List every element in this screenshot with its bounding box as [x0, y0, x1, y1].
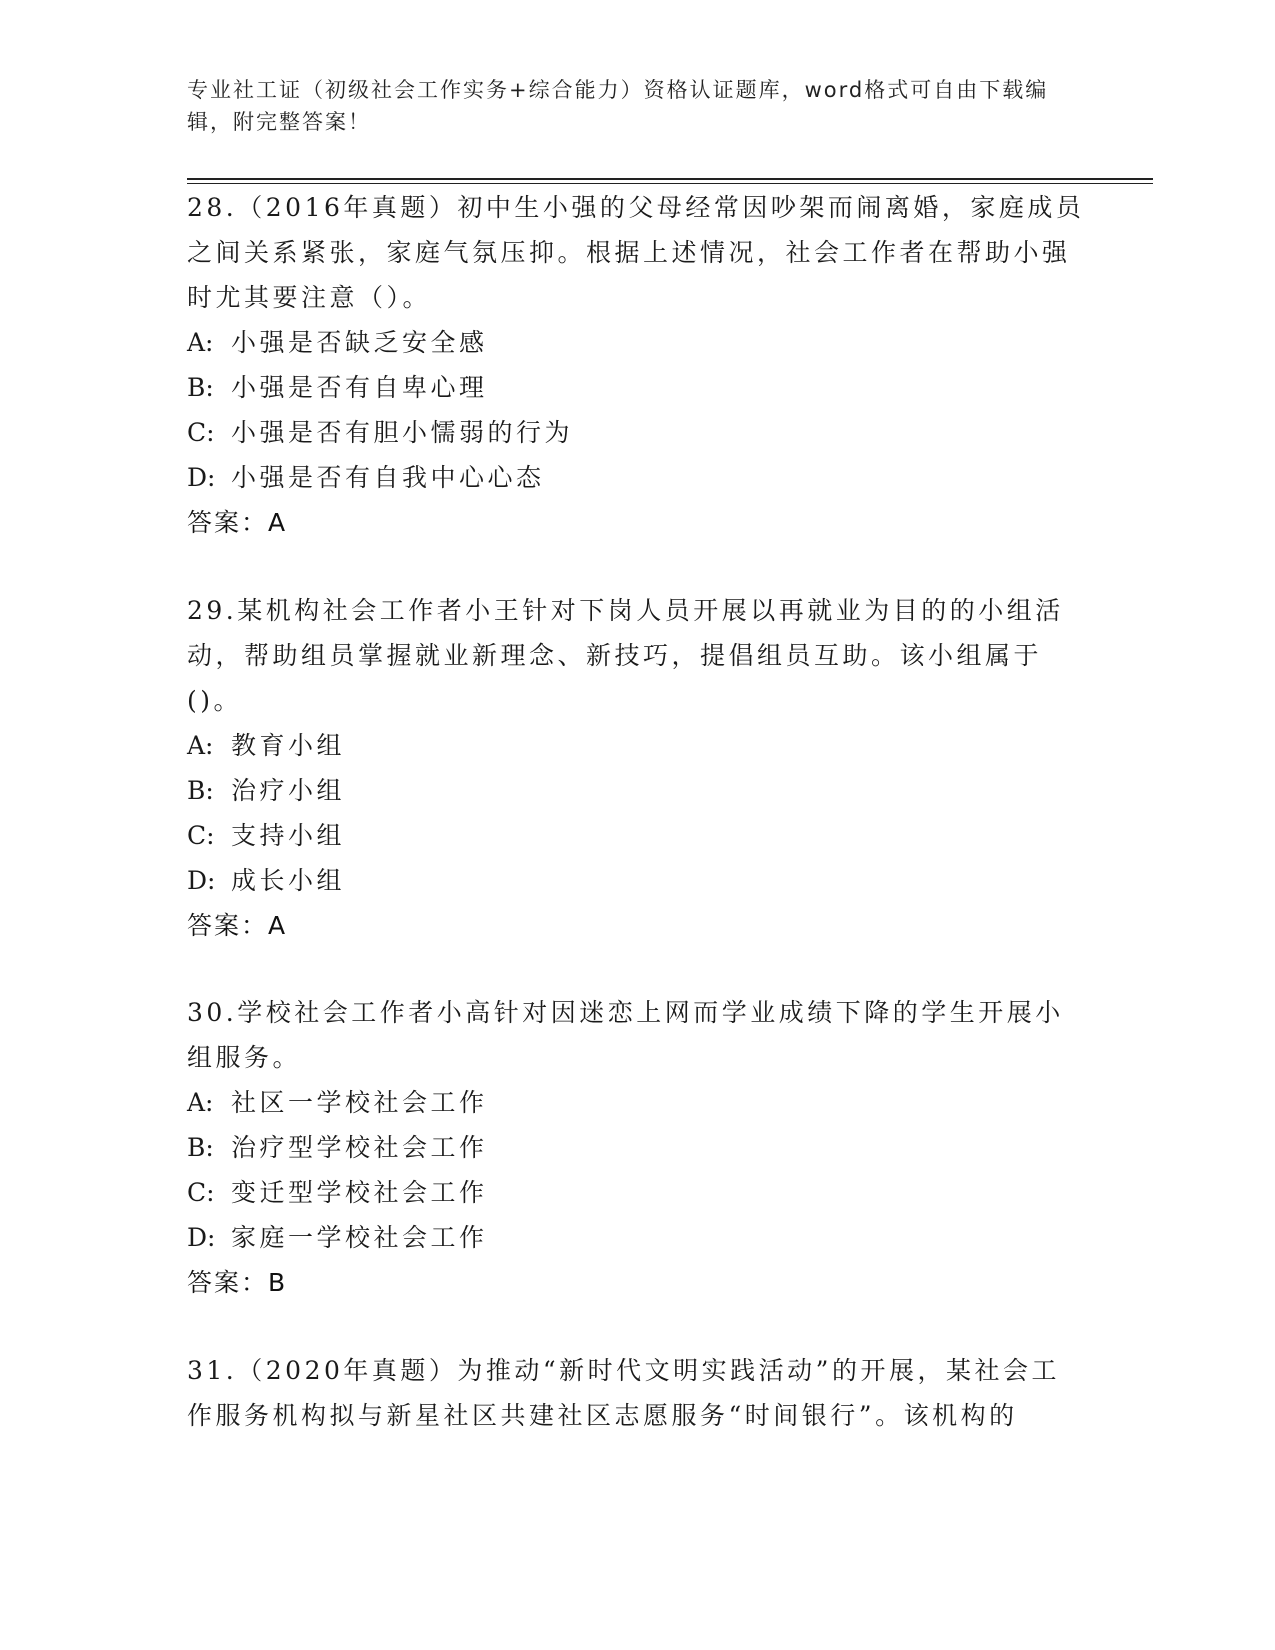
option-text: 教育小组 — [231, 731, 346, 760]
option-text: 治疗小组 — [231, 776, 346, 805]
header-divider-thin — [187, 183, 1153, 184]
option-key: C: — [187, 418, 215, 447]
option-key: A: — [187, 1088, 214, 1117]
option-b — [187, 768, 1087, 813]
option-a — [187, 1080, 1087, 1125]
question-stem: 30.学校社会工作者小高针对因迷恋上网而学业成绩下降的学生开展小组服务。 — [187, 998, 1064, 1072]
option-key: A: — [187, 731, 214, 760]
option-key: B: — [187, 1133, 214, 1162]
header-divider-thick — [187, 178, 1153, 180]
option-text: 社区一学校社会工作 — [231, 1088, 488, 1117]
option-b — [187, 365, 1087, 410]
question-stem: 31.（2020年真题）为推动“新时代文明实践活动”的开展，某社会工作服务机构拟与新星社区共建社区志愿服务“时间银行”。该机构的 — [187, 1356, 1060, 1430]
answer-label: 答案：A — [187, 508, 288, 537]
question-29 — [187, 588, 1087, 948]
option-text: 小强是否有胆小懦弱的行为 — [231, 418, 574, 447]
option-a — [187, 723, 1087, 768]
option-key: C: — [187, 821, 215, 850]
option-text: 小强是否有自卑心理 — [231, 373, 488, 402]
option-key: C: — [187, 1178, 215, 1207]
option-b — [187, 1125, 1087, 1170]
option-text: 小强是否有自我中心心态 — [231, 463, 545, 492]
option-text: 支持小组 — [231, 821, 346, 850]
question-30 — [187, 990, 1087, 1305]
option-key: A: — [187, 328, 214, 357]
option-text: 小强是否缺乏安全感 — [231, 328, 488, 357]
option-text: 治疗型学校社会工作 — [231, 1133, 488, 1162]
option-c — [187, 410, 1087, 455]
option-key: B: — [187, 776, 214, 805]
question-stem: 29.某机构社会工作者小王针对下岗人员开展以再就业为目的的小组活动，帮助组员掌握就业新理念、新技巧，提倡组员互助。该小组属于()。 — [187, 596, 1064, 715]
question-stem: 28.（2016年真题）初中生小强的父母经常因吵架而闹离婚，家庭成员之间关系紧张，家庭气氛压抑。根据上述情况，社会工作者在帮助小强时尤其要注意（）。 — [187, 193, 1085, 312]
answer-label: 答案：B — [187, 1268, 288, 1297]
option-key: D: — [187, 866, 216, 895]
option-text: 变迁型学校社会工作 — [231, 1178, 488, 1207]
option-text: 家庭一学校社会工作 — [231, 1223, 488, 1252]
option-c — [187, 813, 1087, 858]
answer-label: 答案：A — [187, 911, 288, 940]
option-key: D: — [187, 1223, 216, 1252]
option-d — [187, 455, 1087, 500]
page-header — [187, 74, 1087, 138]
option-d — [187, 1215, 1087, 1260]
option-text: 成长小组 — [231, 866, 346, 895]
option-d — [187, 858, 1087, 903]
question-28 — [187, 185, 1087, 545]
option-c — [187, 1170, 1087, 1215]
option-key: D: — [187, 463, 216, 492]
header-text: 专业社工证（初级社会工作实务+综合能力）资格认证题库，word格式可自由下载编辑，附完整答案！ — [187, 78, 1049, 134]
option-a — [187, 320, 1087, 365]
question-31 — [187, 1348, 1087, 1438]
option-key: B: — [187, 373, 214, 402]
